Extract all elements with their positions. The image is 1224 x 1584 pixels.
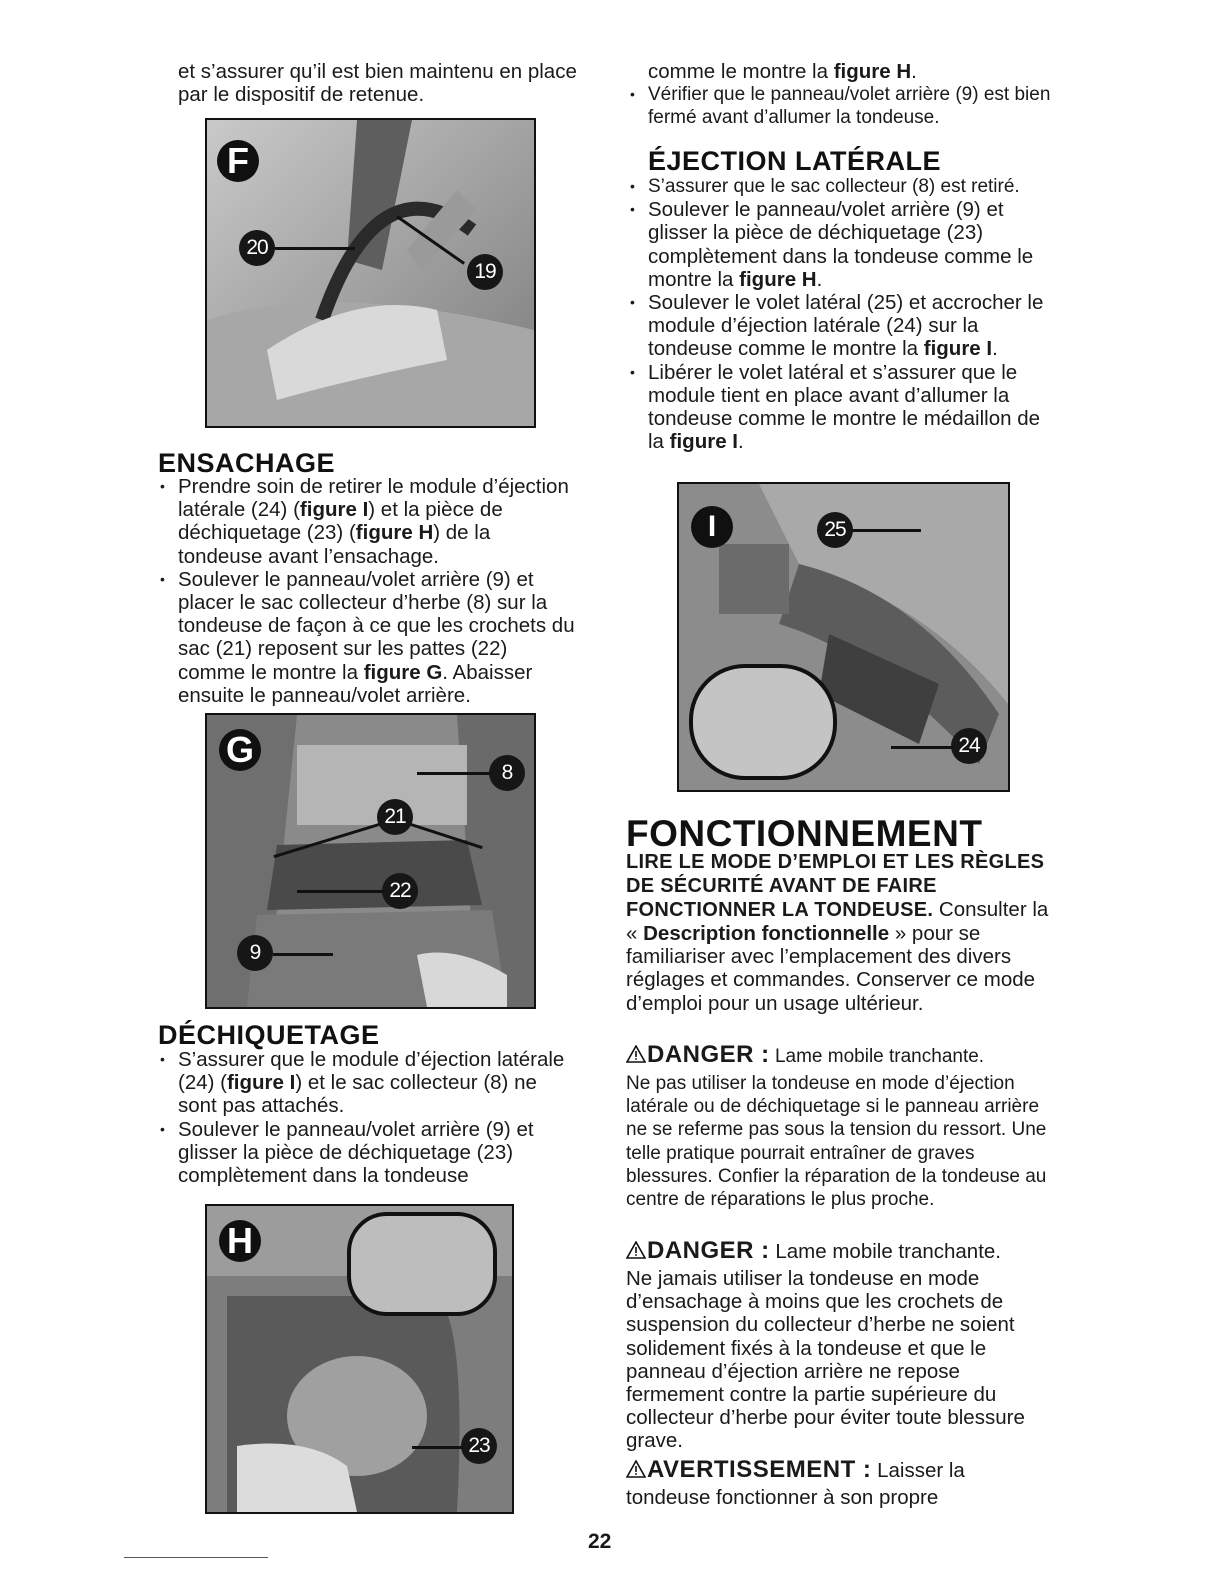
avertissement-notice (626, 1455, 1062, 1509)
danger-lead: Lame mobile tranchante. (769, 1240, 1001, 1263)
figure-f-badge: F (217, 140, 259, 182)
callout-25-leader (851, 529, 921, 532)
fonctionnement-heading: FONCTIONNEMENT (626, 813, 983, 854)
danger-lead: Lame mobile tranchante. (769, 1046, 985, 1067)
danger-label: DANGER : (647, 1041, 770, 1068)
callout-23-leader (412, 1446, 464, 1449)
figure-i-inset (689, 664, 837, 780)
danger-body: Ne pas utiliser la tondeuse en mode d’éjection latérale ou de déchiquetage si le panneau arrière ne se referme pas sous la tension du ressort. Une telle pratique pourrait entraîner de graves blessures. Confier la réparation de la tondeuse au centre de réparations le plus proche. (626, 1073, 1047, 1211)
warning-triangle-icon (626, 1241, 646, 1259)
verify-list (628, 83, 1058, 129)
figure-g-badge: G (219, 729, 261, 771)
list-item: • Vérifier que le panneau/volet arrière (9) est bien fermé avant d’allumer la tondeuse. (628, 83, 1058, 129)
figure-g (205, 713, 536, 1009)
avertissement-lead: Laisser la (871, 1459, 965, 1482)
callout-21: 21 (377, 799, 413, 835)
figure-h-badge: H (219, 1220, 261, 1262)
figure-f (205, 118, 536, 428)
callout-8: 8 (489, 755, 525, 791)
list-item: • Prendre soin de retirer le module d’éjection latérale (24) (figure I) et la pièce de déchiquetage (23) (figure H) de la tondeuse avant l’ensachage. (158, 475, 578, 568)
list-item: • Soulever le panneau/volet arrière (9) et glisser la pièce de déchiquetage (23) complètement dans la tondeuse (158, 1118, 578, 1188)
callout-9: 9 (237, 935, 273, 971)
ensachage-list (158, 475, 578, 707)
warning-triangle-icon (626, 1045, 646, 1063)
ejection-heading: ÉJECTION LATÉRALE (648, 146, 942, 176)
continued-text: comme le montre la figure H. (648, 60, 917, 83)
callout-22: 22 (382, 873, 418, 909)
list-item: • S’assurer que le sac collecteur (8) est retiré. (628, 175, 1060, 198)
dechiquetage-list (158, 1048, 578, 1187)
footer-link-underline (124, 1557, 268, 1558)
callout-20-leader (275, 247, 355, 250)
figure-h (205, 1204, 514, 1514)
dechiquetage-heading: DÉCHIQUETAGE (158, 1020, 380, 1050)
callout-9-leader (273, 953, 333, 956)
list-item: • Libérer le volet latéral et s’assurer que le module tient en place avant d’allumer la tondeuse comme le montre le médaillon de la figure I. (628, 361, 1060, 454)
fonctionnement-intro: LIRE LE MODE D’EMPLOI ET LES RÈGLES DE SÉCURITÉ AVANT DE FAIRE FONCTIONNER LA TONDEUSE. Consulter la « Description fonctionnelle » pour se familiariser avec l’emplacement des divers réglages et commandes. Conserver ce mode d’emploi pour un usage ultérieur. (626, 851, 1049, 1015)
list-item: • Soulever le volet latéral (25) et accrocher le module d’éjection latérale (24) sur la tondeuse comme le montre la figure I. (628, 291, 1060, 361)
callout-8-leader (417, 772, 491, 775)
warning-triangle-icon (626, 1460, 646, 1478)
list-item: • Soulever le panneau/volet arrière (9) et glisser la pièce de déchiquetage (23) complètement dans la tondeuse comme le montre la figure H. (628, 198, 1060, 291)
ejection-list (628, 175, 1060, 453)
callout-24: 24 (951, 728, 987, 764)
danger-body: Ne jamais utiliser la tondeuse en mode d’ensachage à moins que les crochets de suspension du collecteur d’herbe ne soient solidement fixés à la tondeuse et que le panneau d’éjection arrière ne repose fermement contre la partie supérieure du collecteur d’herbe pour éviter toute blessure grave. (626, 1267, 1025, 1453)
list-item: • Soulever le panneau/volet arrière (9) et placer le sac collecteur d’herbe (8) sur la tondeuse de façon à ce que les crochets du sac (21) reposent sur les pattes (22) comme le montre la figure G. Abaisser ensuite le panneau/volet arrière. (158, 568, 578, 707)
page-number: 22 (588, 1530, 612, 1553)
callout-25: 25 (817, 512, 853, 548)
figure-h-inset (347, 1212, 497, 1316)
callout-24-leader (891, 746, 953, 749)
figure-i-badge: I (691, 506, 733, 548)
avertissement-label: AVERTISSEMENT : (647, 1456, 872, 1483)
danger-label: DANGER : (647, 1237, 770, 1264)
danger-notice-2 (626, 1236, 1062, 1453)
figure-i (677, 482, 1010, 792)
avertissement-body: tondeuse fonctionner à son propre (626, 1486, 939, 1509)
ensachage-heading: ENSACHAGE (158, 448, 336, 478)
callout-19: 19 (467, 254, 503, 290)
intro-text: et s’assurer qu’il est bien maintenu en place par le dispositif de retenue. (178, 60, 577, 107)
callout-22-leader (297, 890, 383, 893)
callout-23: 23 (461, 1428, 497, 1464)
callout-20: 20 (239, 230, 275, 266)
danger-notice-1 (626, 1040, 1062, 1211)
list-item: • S’assurer que le module d’éjection latérale (24) (figure I) et le sac collecteur (8) ne sont pas attachés. (158, 1048, 578, 1118)
